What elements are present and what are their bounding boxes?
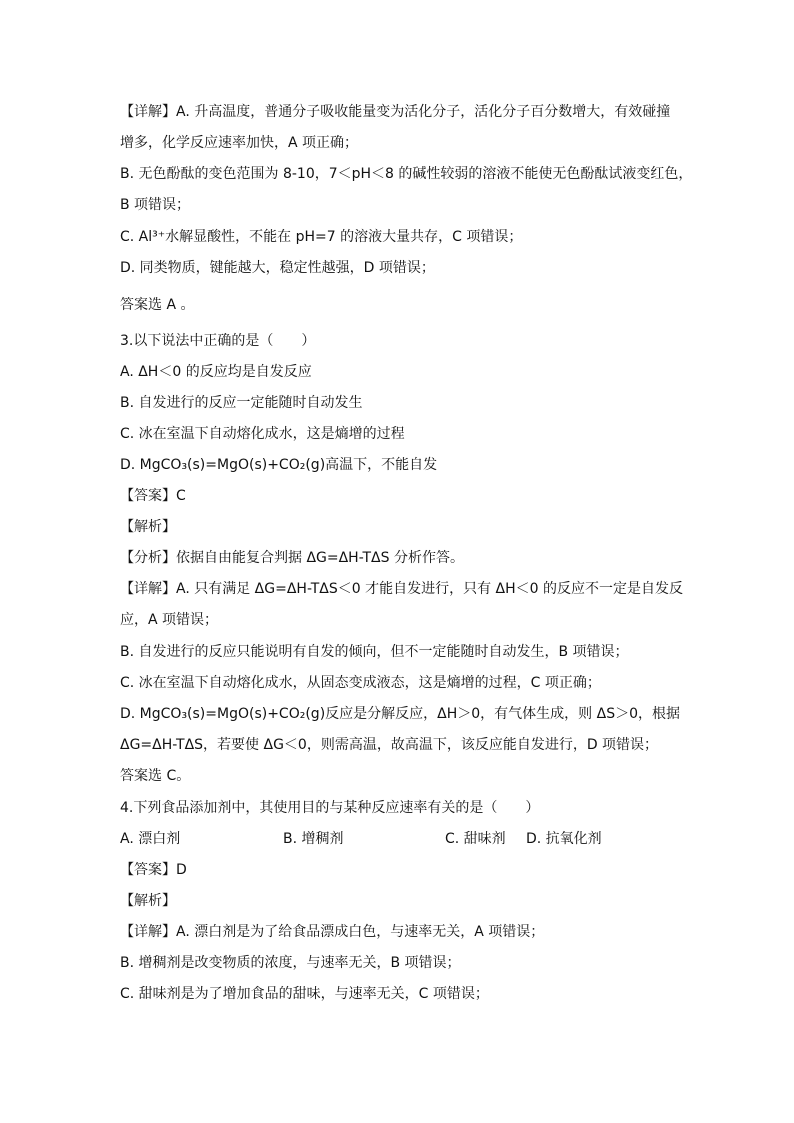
analysis-label: 【解析】 bbox=[120, 893, 176, 909]
answer-label: 【答案】D bbox=[120, 862, 187, 878]
text-line: 【分析】依据自由能复合判据 ΔG=ΔH-TΔS 分析作答。 bbox=[120, 550, 464, 566]
option-c: C. 甜味剂 bbox=[445, 831, 506, 847]
option-b: B. 自发进行的反应一定能随时自动发生 bbox=[120, 395, 363, 411]
text-line: 增多，化学反应速率加快，A 项正确； bbox=[120, 135, 359, 151]
option-d: D. MgCO₃(s)=MgO(s)+CO₂(g)高温下，不能自发 bbox=[120, 457, 438, 473]
text-line: D. MgCO₃(s)=MgO(s)+CO₂(g)反应是分解反应，ΔH＞0，有气体生成，则 ΔS＞0，根据 bbox=[120, 706, 680, 722]
text-line: 【详解】A. 升高温度，普通分子吸收能量变为活化分子，活化分子百分数增大，有效碰撞 bbox=[120, 104, 671, 120]
text-line: C. Al³⁺水解显酸性，不能在 pH=7 的溶液大量共存，C 项错误； bbox=[120, 229, 523, 245]
text-line: C. 甜味剂是为了增加食品的甜味，与速率无关，C 项错误； bbox=[120, 986, 489, 1002]
text-line: 应，A 项错误； bbox=[120, 612, 219, 628]
text-line: B. 增稠剂是改变物质的浓度，与速率无关，B 项错误； bbox=[120, 955, 461, 971]
answer-line: 答案选 C。 bbox=[120, 768, 191, 784]
text-line: 【详解】A. 只有满足 ΔG=ΔH-TΔS＜0 才能自发进行，只有 ΔH＜0 的反应不一定是自发反 bbox=[120, 581, 683, 597]
option-d: D. 抗氧化剂 bbox=[526, 831, 602, 847]
option-c: C. 冰在室温下自动熔化成水，这是熵增的过程 bbox=[120, 426, 405, 442]
option-a: A. 漂白剂 bbox=[120, 831, 181, 847]
question-4: 4.下列食品添加剂中，其使用目的与某种反应速率有关的是（ ） bbox=[120, 800, 540, 816]
answer-label: 【答案】C bbox=[120, 488, 186, 504]
text-line: C. 冰在室温下自动熔化成水，从固态变成液态，这是熵增的过程，C 项正确； bbox=[120, 675, 601, 691]
option-b: B. 增稠剂 bbox=[283, 831, 344, 847]
question-4-options bbox=[120, 828, 690, 850]
text-line: 【详解】A. 漂白剂是为了给食品漂成白色，与速率无关，A 项错误； bbox=[120, 924, 545, 940]
text-line: B 项错误； bbox=[120, 197, 191, 213]
analysis-label: 【解析】 bbox=[120, 519, 176, 535]
question-3: 3.以下说法中正确的是（ ） bbox=[120, 333, 316, 349]
text-line: D. 同类物质，键能越大，稳定性越强，D 项错误； bbox=[120, 260, 435, 276]
text-line: B. 无色酚酞的变色范围为 8-10，7＜pH＜8 的碱性较弱的溶液不能使无色酚酞试液变红色， bbox=[120, 166, 693, 182]
text-line: B. 自发进行的反应只能说明有自发的倾向，但不一定能随时自动发生，B 项错误； bbox=[120, 644, 629, 660]
answer-line: 答案选 A 。 bbox=[120, 297, 195, 313]
option-a: A. ΔH＜0 的反应均是自发反应 bbox=[120, 364, 312, 380]
text-line: ΔG=ΔH-TΔS，若要使 ΔG＜0，则需高温，故高温下，该反应能自发进行，D 项错误； bbox=[120, 737, 659, 753]
